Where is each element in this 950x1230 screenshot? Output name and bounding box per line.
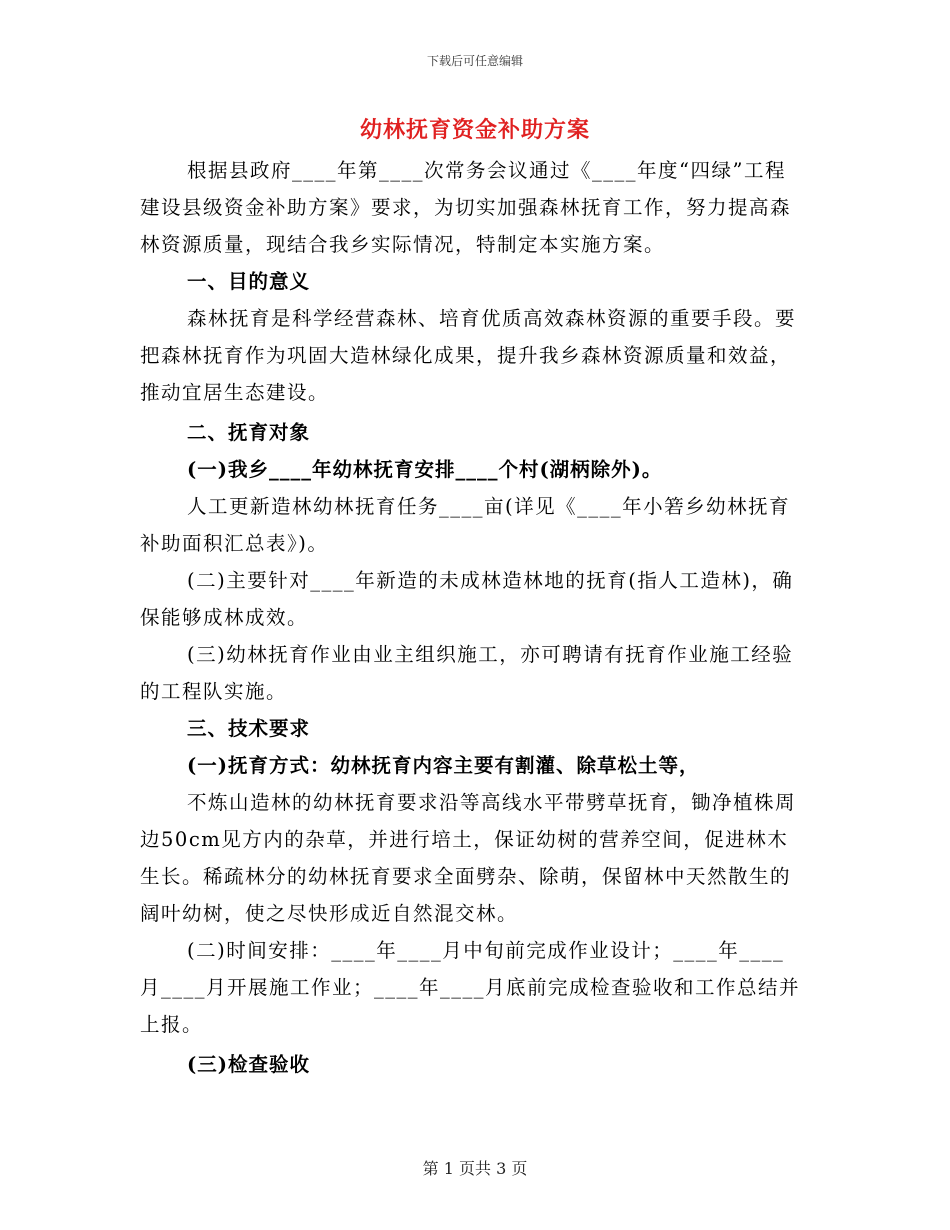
section-2-item-1-heading: (一)我乡____年幼林抚育安排____个村(湖柄除外)。	[187, 458, 663, 481]
document-body	[140, 152, 805, 1083]
section-1-heading: 一、目的意义	[187, 270, 311, 293]
section-2-item-2-paragraph: (二)主要针对____年新造的未成林造林地的抚育(指人工造林)，确保能够成林成效。	[140, 569, 794, 629]
section-2-item-1-paragraph: 人工更新造林幼林抚育任务____亩(详见《____年小箬乡幼林抚育补助面积汇总表》)。	[140, 495, 791, 555]
section-2-heading: 二、抚育对象	[187, 421, 311, 444]
section-3-item-1-paragraph: 不炼山造林的幼林抚育要求沿等高线水平带劈草抚育，锄净植株周边50cm见方内的杂草，并进行培土，保证幼树的营养空间，促进林木生长。稀疏林分的幼林抚育要求全面劈杂、除萌，保留林中天然散生的阔叶幼树，使之尽快形成近自然混交林。	[140, 791, 797, 925]
page-number: 第 1 页共 3 页	[422, 1159, 528, 1178]
section-3-heading: 三、技术要求	[187, 717, 311, 740]
section-1-paragraph: 森林抚育是科学经营森林、培育优质高效森林资源的重要手段。要把森林抚育作为巩固大造林绿化成果，提升我乡森林资源质量和效益，推动宜居生态建设。	[140, 307, 797, 404]
intro-paragraph: 根据县政府____年第____次常务会议通过《____年度“四绿”工程建设县级资金补助方案》要求，为切实加强森林抚育工作，努力提高森林资源质量，现结合我乡实际情况，特制定本实施方案。	[140, 159, 792, 256]
section-3-item-2-paragraph: (二)时间安排：____年____月中旬前完成作业设计；____年____月____月开展施工作业；____年____月底前完成检查验收和工作总结并上报。	[140, 939, 801, 1036]
section-3-item-1-heading: (一)抚育方式：幼林抚育内容主要有割灌、除草松土等，	[187, 754, 700, 777]
section-3-item-3-heading: (三)检查验收	[187, 1053, 310, 1076]
section-2-item-3-paragraph: (三)幼林抚育作业由业主组织施工，亦可聘请有抚育作业施工经验的工程队实施。	[140, 643, 794, 703]
header-note: 下载后可任意编辑	[426, 54, 523, 68]
document-title: 幼林抚育资金补助方案	[359, 117, 590, 143]
